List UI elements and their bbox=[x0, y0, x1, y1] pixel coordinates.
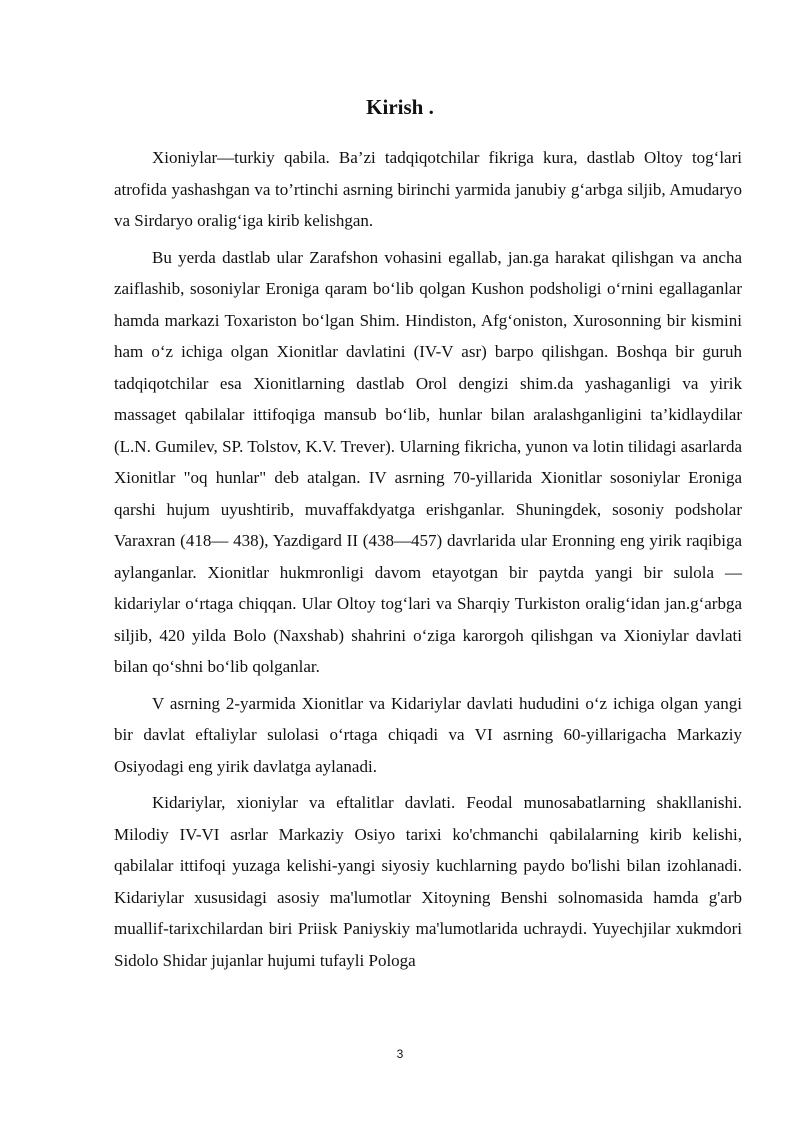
paragraph-2: Bu yerda dastlab ular Zarafshon vohasini egallab, jan.ga harakat qilishgan va ancha zaiflashib, sosoniylar Eroniga qaram bo‘lib qolgan Kushon podsholigi o‘rnini egallaganlar hamda markazi Toxariston bo‘lgan Shim. Hindiston, Afg‘oniston, Xurosonning bir kismini ham o‘z ichiga olgan Xionitlar davlatini (IV-V asr) barpo qilishgan. Boshqa bir guruh tadqiqotchilar esa Xionitlarning dastlab Orol dengizi shim.da yashaganligi va yirik massaget qabilalar ittifoqiga mansub bo‘lib, hunlar bilan aralashganligini ta’kidlaydilar (L.N. Gumilev, SP. Tolstov, K.V. Trever). Ularning fikricha, yunon va lotin tilidagi asarlarda Xionitlar "oq hunlar" deb atalgan. IV asrning 70-yillarida Xionitlar sosoniylar Eroniga qarshi hujum uyushtirib, muvaffakdyatga erishganlar. Shuningdek, sosoniy podsholar Varaxran (418— 438), Yazdigard II (438—457) davrlarida ular Eronning eng yirik raqibiga aylanganlar. Xionitlar hukmronligi davom etayotgan bir paytda yangi bir sulola — kidariylar o‘rtaga chiqqan. Ular Oltoy tog‘lari va Sharqiy Turkiston oralig‘idan jan.g‘arbga siljib, 420 yilda Bolo (Naxshab) shahrini o‘ziga karorgoh qilishgan va Xioniylar davlati bilan qo‘shni bo‘lib qolganlar. bbox=[114, 247, 742, 676]
paragraph-3: V asrning 2-yarmida Xionitlar va Kidariylar davlati hududini o‘z ichiga olgan yangi bir davlat eftaliylar sulolasi o‘rtaga chiqadi va VI asrning 60-yillarigacha Markaziy Osiyodagi eng yirik davlatga aylanadi. bbox=[114, 693, 742, 776]
paragraph-4: Kidariylar, xioniylar va eftalitlar davlati. Feodal munosabatlarning shakllanishi. Milodiy IV-VI asrlar Markaziy Osiyo tarixi ko'chmanchi qabilalarning kirib kelishi, qabilalar ittifoqi yuzaga kelishi-yangi siyosiy kuchlarning paydo bo'lishi bilan izohlanadi. Kidariylar xususidagi asosiy ma'lumotlar Xitoyning Benshi solnomasida hamda g'arb muallif-tarixchilardan biri Priisk Paniyskiy ma'lumotlarida uchraydi. Yuyechjilar xukmdori Sidolo Shidar jujanlar hujumi tufayli Pologa bbox=[114, 793, 742, 970]
page-number: 3 bbox=[396, 1047, 404, 1061]
page-title: Kirish . bbox=[366, 95, 434, 119]
paragraph-1: Xioniylar—turkiy qabila. Ba’zi tadqiqotchilar fikriga kura, dastlab Oltoy tog‘lari atrofida yashashgan va to’rtinchi asrning birinchi yarmida janubiy g‘arbga siljib, Amudaryo va Sirdaryo oralig‘iga kirib kelishgan. bbox=[114, 148, 742, 230]
body-text bbox=[114, 142, 742, 981]
